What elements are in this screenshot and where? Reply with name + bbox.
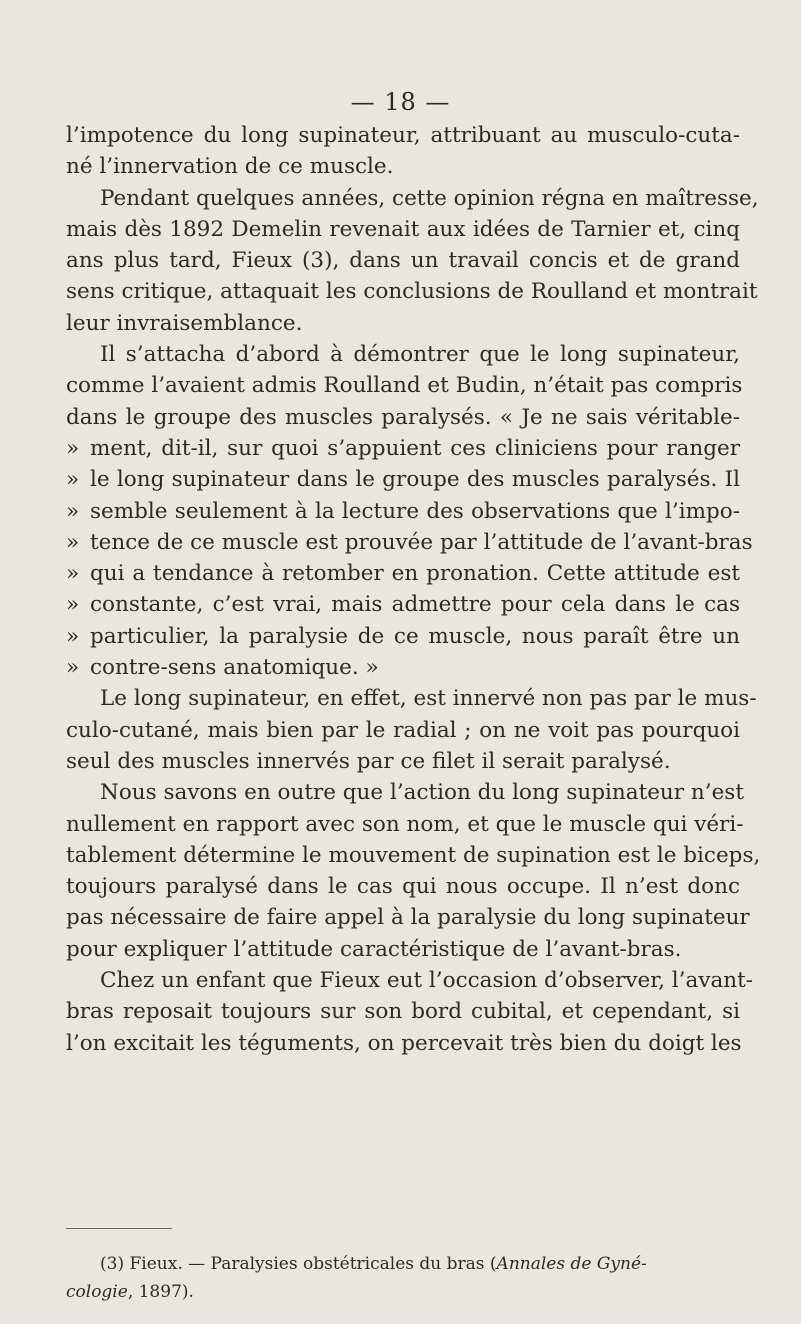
text-line: pas nécessaire de faire appel à la paralysie du long supinateur xyxy=(66,905,750,931)
quote-line xyxy=(66,464,740,495)
quote-text: particulier, la paralysie de ce muscle, nous paraît être un xyxy=(90,623,740,649)
quote-text: qui a tendance à retomber en pronation. Cette attitude est xyxy=(90,561,740,587)
text-line: Il s’attacha d’abord à démontrer que le long supinateur, xyxy=(100,342,740,368)
quote-text: constante, c’est vrai, mais admettre pour cela dans le cas xyxy=(90,592,740,618)
footnote-line-2 xyxy=(66,1278,740,1306)
footnote-line-1 xyxy=(66,1250,740,1278)
quote-mark: » xyxy=(66,623,80,649)
text-line: tablement détermine le mouvement de supination est le biceps, xyxy=(66,842,761,868)
body-text xyxy=(66,120,761,1059)
footnote xyxy=(66,1250,740,1306)
quote-line xyxy=(66,652,740,683)
quote-mark: » xyxy=(66,592,80,618)
text-line: sens critique, attaquait les conclusions de Roulland et montrait xyxy=(66,279,758,305)
quote-mark: » xyxy=(66,498,80,524)
footnote-divider xyxy=(66,1228,172,1229)
text-line: Pendant quelques années, cette opinion régna en maîtresse, xyxy=(100,185,759,211)
quote-line xyxy=(66,496,740,527)
text-line: pour expliquer l’attitude caractéristique de l’avant-bras. xyxy=(66,936,682,962)
text-line: Nous savons en outre que l’action du long supinateur n’est xyxy=(100,780,744,806)
footnote-journal-title: cologie xyxy=(66,1282,128,1302)
text-line: culo-cutané, mais bien par le radial ; on ne voit pas pourquoi xyxy=(66,717,740,743)
text-line: leur invraisemblance. xyxy=(66,310,303,336)
text-line: l’impotence du long supinateur, attribuant au musculo-cuta- xyxy=(66,123,740,148)
quote-text: tence de ce muscle est prouvée par l’attitude de l’avant-bras xyxy=(90,529,753,555)
quote-line xyxy=(66,621,740,652)
text-line: nullement en rapport avec son nom, et que le muscle qui véri- xyxy=(66,811,744,837)
quote-mark: » xyxy=(66,655,80,681)
text-line: bras reposait toujours sur son bord cubital, et cependant, si xyxy=(66,999,740,1025)
quote-mark: » xyxy=(66,529,80,555)
quote-text: le long supinateur dans le groupe des muscles paralysés. Il xyxy=(90,467,740,493)
quote-line xyxy=(66,589,740,620)
text-line: comme l’avaient admis Roulland et Budin, n’était pas compris xyxy=(66,373,743,399)
text-line: seul des muscles innervés par ce filet il serait paralysé. xyxy=(66,748,671,774)
text-line: ans plus tard, Fieux (3), dans un travail concis et de grand xyxy=(66,248,740,274)
quote-text: contre-sens anatomique. » xyxy=(90,655,379,681)
quote-line xyxy=(66,558,740,589)
quote-text: semble seulement à la lecture des observations que l’impo- xyxy=(90,498,740,524)
footnote-journal-title: Annales de Gyné- xyxy=(496,1254,647,1274)
text-line: Le long supinateur, en effet, est innervé non pas par le mus- xyxy=(100,686,757,712)
quote-line xyxy=(66,433,740,464)
text-line: toujours paralysé dans le cas qui nous occupe. Il n’est donc xyxy=(66,874,740,900)
quote-mark: » xyxy=(66,435,80,461)
text-line: Chez un enfant que Fieux eut l’occasion d’observer, l’avant- xyxy=(100,968,754,994)
quote-line xyxy=(66,527,753,558)
quote-mark: » xyxy=(66,561,80,587)
page-number: — 18 — xyxy=(350,88,451,116)
text-line: mais dès 1892 Demelin revenait aux idées de Tarnier et, cinq xyxy=(66,216,740,242)
footnote-year: , 1897). xyxy=(127,1282,194,1302)
quote-text: ment, dit-il, sur quoi s’appuient ces cliniciens pour ranger xyxy=(90,435,740,461)
text-line: né l’innervation de ce muscle. xyxy=(66,154,394,180)
text-line: l’on excitait les téguments, on percevait très bien du doigt les xyxy=(66,1030,742,1056)
quote-mark: » xyxy=(66,467,80,493)
footnote-text: (3) Fieux. — Paralysies obstétricales du bras ( xyxy=(100,1254,497,1274)
text-line: dans le groupe des muscles paralysés. « Je ne sais véritable- xyxy=(66,404,740,430)
